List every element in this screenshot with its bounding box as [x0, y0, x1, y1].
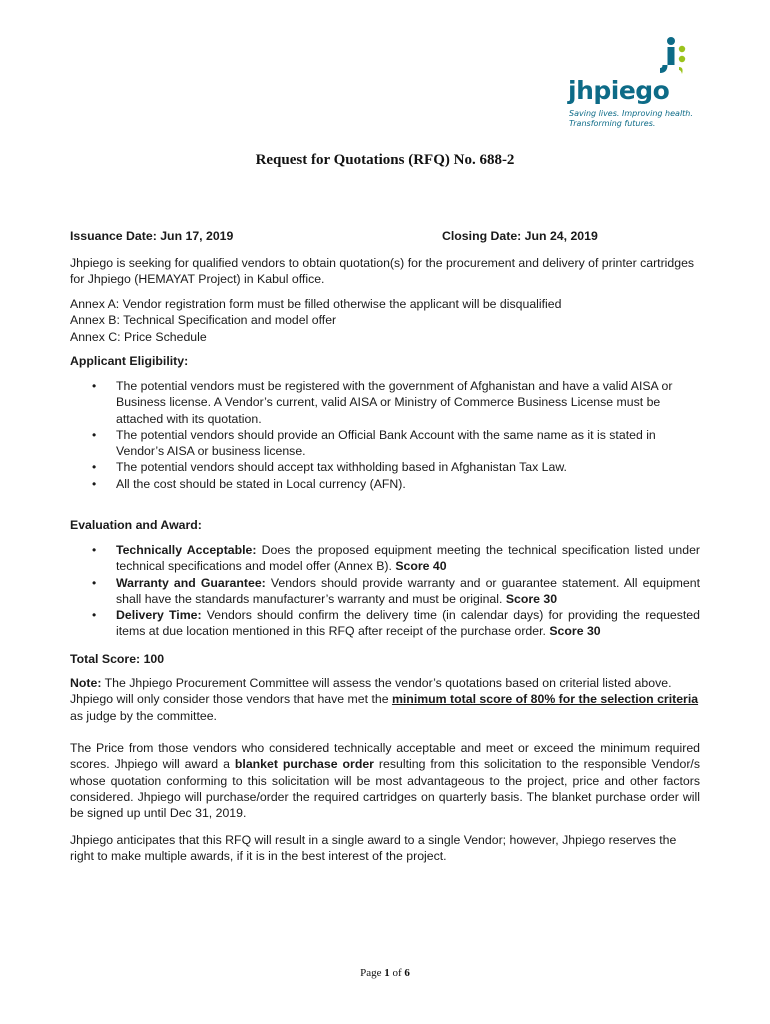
- intro-paragraph: [70, 255, 700, 288]
- evaluation-item-warranty: [70, 575, 700, 608]
- jhpiego-logo: [566, 36, 706, 132]
- price-text-1: The Price from those vendors who considered technically acceptable and meet or exceed the minimum required scores. Jhpiego will award a: [70, 741, 700, 772]
- evaluation-section: [70, 542, 700, 640]
- footer-prefix: Page: [360, 967, 385, 979]
- intro-text: Jhpiego is seeking for qualified vendors to obtain quotation(s) for the procurement and delivery of printer cartridges for Jhpiego (HEMAYAT Project) in Kabul office.: [70, 256, 695, 287]
- price-paragraph: [70, 740, 700, 821]
- note-label: Note:: [70, 676, 102, 690]
- logo-mark-icon: [658, 36, 698, 76]
- list-item: • The potential vendors must be registered with the government of Afghanistan and have a valid AISA or Business license. A Vendor’s current, valid AISA or Ministry of Commerce Business License must be attached with its quotation.: [70, 378, 700, 427]
- list-item: • The potential vendors should provide an Official Bank Account with the same name as it is stated in Vendor’s AISA or business license.: [70, 427, 700, 460]
- criterion-label: Warranty and Guarantee:: [116, 575, 266, 590]
- logo-tagline-line-2: Transforming futures.: [569, 119, 656, 128]
- note-emphasis: minimum total score of 80% for the selection criteria: [391, 692, 699, 707]
- eligibility-heading: [70, 353, 700, 369]
- criterion-text: Does the proposed equipment meeting the technical specification listed under technical specifications and model offer (Annex B).: [116, 543, 700, 574]
- note-paragraph: [70, 675, 700, 724]
- document-title: Request for Quotations (RFQ) No. 688-2: [255, 152, 515, 168]
- footer-total-pages: 6: [404, 967, 410, 979]
- evaluation-list: [70, 542, 700, 640]
- annex-b: Annex B: Technical Specification and model offer: [70, 313, 337, 328]
- eligibility-section: [70, 378, 700, 492]
- criterion-label: Technically Acceptable:: [116, 543, 257, 557]
- footer-current-page: 1: [384, 967, 390, 979]
- total-score: [70, 651, 700, 667]
- evaluation-item-delivery: [70, 607, 700, 640]
- price-emphasis: blanket purchase order: [234, 757, 374, 772]
- annex-list: [70, 296, 700, 345]
- criterion-score: Score 30: [505, 591, 558, 606]
- annex-c: Annex C: Price Schedule: [70, 329, 207, 344]
- logo-tagline-line-1: Saving lives. Improving health.: [569, 109, 693, 118]
- closing-paragraph: [70, 832, 700, 865]
- evaluation-item-technical: [70, 542, 700, 575]
- criterion-text: Vendors should provide warranty and or guarantee statement. All equipment shall have the standards manufacturer’s warranty and must be original.: [116, 575, 700, 606]
- page-footer: [0, 967, 770, 979]
- dates-row: [70, 229, 700, 243]
- annex-a: Annex A: Vendor registration form must be filled otherwise the applicant will be disqualified: [70, 297, 562, 311]
- closing-date: Closing Date: Jun 24, 2019: [442, 229, 598, 243]
- list-item: • All the cost should be stated in Local currency (AFN).: [70, 476, 700, 492]
- criterion-score: Score 40: [395, 559, 447, 574]
- note-text-2: as judge by the committee.: [70, 708, 217, 723]
- price-text-2: resulting from this solicitation to the responsible Vendor/s whose quotation conforming to this solicitation will be most advantageous to the project, price and other factors considered. Jhpiego will purchase/order the required cartridges on quarterly basis. The blanket purchase order will be signed up until Dec 31, 2019.: [70, 757, 701, 821]
- criterion-score: Score 30: [549, 624, 601, 639]
- criterion-label: Delivery Time:: [116, 608, 202, 623]
- evaluation-heading-text: Evaluation and Award:: [70, 518, 202, 532]
- list-item: • The potential vendors should accept tax withholding based in Afghanistan Tax Law.: [70, 459, 700, 475]
- note-text-1: The Jhpiego Procurement Committee will assess the vendor’s quotations based on criterial listed above. Jhpiego will only consider those vendors that have met the: [70, 676, 672, 707]
- logo-tagline: [569, 109, 709, 129]
- eligibility-heading-text: Applicant Eligibility:: [70, 354, 189, 368]
- logo-wordmark: jhpiego: [568, 76, 670, 105]
- footer-middle: of: [389, 967, 405, 979]
- total-score-text: Total Score: 100: [70, 652, 165, 666]
- closing-text: Jhpiego anticipates that this RFQ will result in a single award to a single Vendor; however, Jhpiego reserves the right to make multiple awards, if it is in the best interest of the project.: [70, 833, 677, 864]
- criterion-text: Vendors should confirm the delivery time (in calendar days) for providing the requested items at due location mentioned in this RFQ after receipt of the purchase order.: [116, 608, 700, 639]
- issuance-date: Issuance Date: Jun 17, 2019: [70, 229, 234, 243]
- evaluation-heading: [70, 517, 700, 533]
- eligibility-list: [70, 378, 700, 492]
